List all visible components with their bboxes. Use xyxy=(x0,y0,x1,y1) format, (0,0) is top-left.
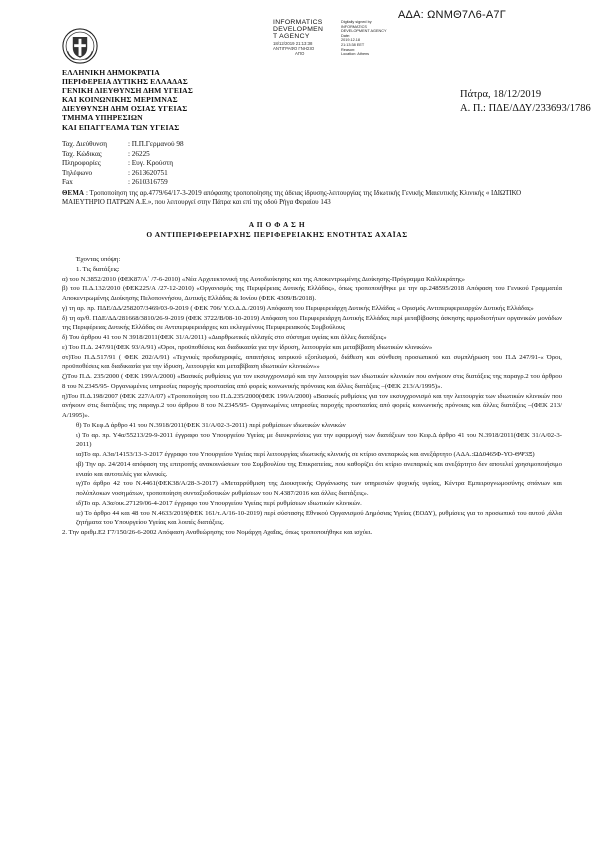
contact-row xyxy=(62,150,184,160)
place-date: Πάτρα, 18/12/2019 xyxy=(460,89,542,100)
stamp-detail-line: Reason: xyxy=(341,47,356,52)
subject-text: : Τροποποίηση της αρ.4779/64/17-3-2019 απόφασης τροποποίησης της άδειας ίδρυσης-λειτουργίας της Ιδιωτικής Γενικής Μαιευτικής Κλινικής « ΙΔΙΩΤΙΚΟ ΜΑΙΕΥΤΗΡΙΟ ΠΑΤΡΩΝ Α.Ε.», που λειτουργεί στην Πάτρα και επί της οδού Ρήγα Φεραίου 143 xyxy=(62,190,522,207)
body-paragraph: δ) τη αρ/θ. ΠΔΕ/ΔΔ/281668/3810/26-9-2019 (ΦΕΚ 3722/Β/08-10-2019) Απόφαση του Περιφερειάρχη Δυτικής Ελλάδας περί μεταβίβασης άσκησης αρμοδιοτήτων οργανικών μονάδων της Περιφέρειας Δυτικής Ελλάδας σε Αντιπεριφερειάρχες και εκλεγμένους Περιφερειακούς Συμβούλους xyxy=(62,314,562,332)
stamp-detail-line: Digitally signed by xyxy=(341,20,372,24)
greek-coat-of-arms-logo xyxy=(62,28,98,64)
contact-value: : 2610316759 xyxy=(128,178,168,187)
contact-key: Fax xyxy=(62,178,73,187)
body-paragraph: ι) Το αρ. πρ. Υ4α/55213/29-9-2011 έγγραφο του Υπουργείου Υγείας με διευκρινίσεις για την εφαρμογή των διατάξεων του Κεφ.Δ άρθρο 41 του Ν.3918/2011(ΦΕΚ 31/Α/02-3-2011) xyxy=(76,431,562,449)
ada-code: ΑΔΑ: ΩΝΜΘ7Λ6-Α7Γ xyxy=(398,9,506,21)
stamp-small-line: ΑΠΟ xyxy=(295,51,305,57)
contact-row xyxy=(62,159,184,169)
body-paragraph: 1. Τις διατάξεις: xyxy=(76,265,120,273)
body-paragraph: γ) τη αρ. πρ. ΠΔΕ/ΔΔ/258207/3469/03-9-2019 ( ΦΕΚ 706/ Υ.Ο.Δ.Δ./2019) Απόφαση του Περιφερειάρχη Δυτικής Ελλάδας « Ορισμός Αντιπεριφερειαρχών Δυτικής Ελλάδας» xyxy=(62,304,534,312)
body-paragraph: 2. Την αριθμ.Ε2 Γ7/150/26-6-2002 Απόφαση Αναθεώρησης του Νομάρχη Αχαΐας, όπως τροποποιήθηκε και ισχύει. xyxy=(62,529,373,536)
body-paragraph: ζ)Του Π.Δ. 235/2000 ( ΦΕΚ 199/Α/2000) «Βασικές ρυθμίσεις για τον εκσυγχρονισμό και την λειτουργία των ιδιωτικών κλινικών που ανήκουν στις διατάξεις της παραγρ.2 του άρθρου 8 του Ν.2345/95- Οργανωμένες υπηρεσίες παροχής προστασίας από φορείς κοινωνικής πρόνοιας και άλλες διατάξεις –(ΦΕΚ 213/Α/1995)». xyxy=(62,373,562,390)
org-line: ΚΑΙ ΚΟΙΝΩΝΙΚΗΣ ΜΕΡΙΜΝΑΣ xyxy=(62,95,178,105)
subject-line xyxy=(62,189,562,208)
stamp-brand-line: INFORMATICS xyxy=(273,19,323,26)
body-paragraph: ιε) Το άρθρο 44 και 48 του Ν.4633/2019(ΦΕΚ 161/τ.Α/16-10-2019) περί σύστασης Εθνικού Οργανισμού Δημόσιας Υγείας (ΕΟΔΥ), ρυθμίσεις για το προσωπικό του αυτού ,άλλα ζητήματα του Υπουργείου Υγείας και λοιπές διατάξεις. xyxy=(76,509,562,527)
body-paragraph: β) του Π.Δ.132/2010 (ΦΕΚ225/Α /27-12-2010) «Οργανισμός της Περιφέρειας Δυτικής Ελλάδας», όπως τροποποιήθηκε με την αρ.248595/2018 Απόφαση του Γενικού Γραμματέα Αποκεντρωμένης Διοίκησης Πελοποννήσου, Δυτικής Ελλάδας & Ιονίου (ΦΕΚ 4309/Β/2018). xyxy=(62,285,562,302)
contact-row xyxy=(62,140,184,150)
org-line: ΕΛΛΗΝΙΚΗ ΔΗΜΟΚΡΑΤΙΑ xyxy=(62,68,160,77)
stamp-brand-line: T AGENCY xyxy=(273,33,310,41)
body-paragraph: θ) Το Κεφ.Δ άρθρο 41 του Ν.3918/2011(ΦΕΚ 31/Α/02-3-2011) περί ρυθμίσεων ιδιωτικών κλινικών xyxy=(76,421,346,429)
issuing-authority-header xyxy=(62,68,193,132)
stamp-detail-line: INFORMATICS xyxy=(341,24,367,29)
org-line: ΚΑΙ ΕΠΑΓΓΕΛΜΑ ΤΩΝ ΥΓΕΙΑΣ xyxy=(62,122,180,132)
org-line: ΔΙΕΥΘΥΝΣΗ ΔΗΜ ΟΣΙΑΣ ΥΓΕΙΑΣ xyxy=(62,104,188,114)
contact-row xyxy=(62,169,184,179)
body-paragraph: ια)Το αρ. Α3α/14153/13-3-2017 έγγραφο του Υπουργείου Υγείας περί λειτουργίας ιδιωτικής κλινικής σε κτίριο ανεπαρκώς και ανεξάρτητο (ΑΔΑ.:ΩΔ0465Φ-ΥΟ-ΘΨ3Ξ) xyxy=(76,451,535,458)
digital-signature-stamp xyxy=(273,19,413,67)
contact-value: : 26225 xyxy=(128,149,150,158)
body-paragraph: Έχοντας υπόψη: xyxy=(76,256,121,263)
contact-key: Ταχ. Κώδικας xyxy=(62,149,102,158)
stamp-detail-line: DEVELOPMENT AGENCY xyxy=(341,29,387,34)
stamp-detail-line: 2019.12.18 xyxy=(341,38,361,43)
stamp-detail-line: Date: xyxy=(341,33,351,38)
contact-key: Ταχ. Διεύθυνση xyxy=(62,140,108,148)
org-line: ΓΕΝΙΚΗ ΔΙΕΥΘΥΝΣΗ ΔΗΜ ΥΓΕΙΑΣ xyxy=(62,86,193,96)
contact-value: : Π.Π.Γερμανού 98 xyxy=(128,140,184,148)
contact-details xyxy=(62,140,184,188)
body-paragraph: α) του Ν.3852/2010 (ΦΕΚ87/Α΄ /7-6-2010) «Νέα Αρχιτεκτονική της Αυτοδιοίκησης και της Αποκεντρωμένης Διοίκησης-Πρόγραμμα Καλλικράτης» xyxy=(62,275,466,283)
body-paragraph: δ) Του άρθρου 41 του Ν 3918/2011(ΦΕΚ 31/Α/2011) «Διαρθρωτικές αλλαγές στο σύστημα υγείας και άλλες διατάξεις» xyxy=(62,334,387,341)
stamp-small-line: 18/12/2019 21:13:38 xyxy=(273,40,313,46)
stamp-signature-details xyxy=(341,20,387,57)
stamp-small-line: ΑΝΤΙΓΡΑΦΟ ΓΝΗΣΙΟ xyxy=(273,45,315,51)
contact-value: : 2613620751 xyxy=(128,168,168,177)
stamp-detail-line: Location: Athens xyxy=(341,52,370,57)
protocol-number: Α. Π.: ΠΔΕ/ΔΔΥ/233693/1786 xyxy=(460,103,591,114)
contact-key: Πληροφορίες xyxy=(62,159,101,168)
body-paragraph: ε) Του Π.Δ. 247/91(ΦΕΚ 93/Α/91) «Όροι, προϋποθέσεις και διαδικασία για την ίδρυση, λειτουργία και μεταβίβαση ιδιωτικών κλινικών» xyxy=(62,343,433,351)
body-paragraph: ιβ) Την αρ. 24/2014 απόφαση της επιτροπής ανακοινώσεων του Συμβουλίου της Επικρατείας, που καθορίζει ότι κτίριο ανεπαρκές και ανεξάρτητο δεν αποτελεί χρησιμοποιήσιμο ενιαίο και αυτοτελές για κλινικές. xyxy=(76,460,562,478)
stamp-brand-line: DEVELOPMEN xyxy=(273,26,324,34)
body-paragraph: η)Του Π.Δ.198/2007 (ΦΕΚ 227/Α/07) «Τροποποίηση του Π.Δ.235/2000(ΦΕΚ 199/Α/2000) «Βασικές ρυθμίσεις για τον εκσυγχρονισμό και την λειτουργία των ιδιωτικών κλινικών που ανήκουν στις διατάξεις της παραγρ.2 του άρθρου 8 του Ν.2345/95- Οργανωμένες υπηρεσίες παροχής προστασίας από φορείς κοινωνικής πρόνοιας και άλλες διατάξεις –(ΦΕΚ 213/Α/1995)». xyxy=(62,392,562,419)
decision-subtitle: Ο ΑΝΤΙΠΕΡΙΦΕΡΕΙΑΡΧΗΣ ΠΕΡΙΦΕΡΕΙΑΚΗΣ ΕΝΟΤΗΤΑΣ ΑΧΑΪΑΣ xyxy=(146,230,408,239)
contact-row xyxy=(62,178,184,188)
contact-value: : Ευγ. Κρούστη xyxy=(128,159,173,168)
org-line: ΤΜΗΜΑ ΥΠΗΡΕΣΙΩΝ xyxy=(62,113,143,123)
decision-title: Α Π Ο Φ Α Σ Η xyxy=(248,220,306,229)
document-body xyxy=(62,255,562,538)
org-line: ΠΕΡΙΦΕΡΕΙΑ ΔΥΤΙΚΗΣ ΕΛΛΑΔΑΣ xyxy=(62,77,188,87)
date-protocol-block xyxy=(460,88,591,116)
body-paragraph: ιγ)Το άρθρο 42 του Ν.4461(ΦΕΚ38/Α/28-3-2017) «Μεταρρύθμιση της Διοικητικής Οργάνωσης των υπηρεσιών ψυχικής υγείας, Κέντρα Εμπειρογνωμοσύνης σπάνιων και πολύπλοκων νοσημάτων, τροποποίηση συνταξιοδοτικών ρυθμίσεων του Ν.4387/2016 και άλλες διατάξεις». xyxy=(76,480,562,497)
decision-heading xyxy=(62,220,492,240)
subject-label: ΘΕΜΑ xyxy=(62,190,85,197)
body-paragraph: ιδ)Το αρ. Α3α/οικ.27129/06-4-2017 έγγραφο του Υπουργείου Υγείας περί ρυθμίσεων ιδιωτικών κλινικών. xyxy=(76,499,362,507)
contact-key: Τηλέφωνο xyxy=(62,168,93,177)
body-paragraph: στ)Του Π.Δ.517/91 ( ΦΕΚ 202/Α/91) «Τεχνικές προδιαγραφές, απαιτήσεις ιατρικού εξοπλισμού, διάθεση και σύνθεση προσωπικού και συμπλήρωση του Π.Δ 247/91-« Όροι, προϋποθέσεις και διαδικασία για την ίδρυση, λειτουργία και μεταβίβαση ιδιωτικών κλινικών»» xyxy=(62,353,562,371)
stamp-detail-line: 21:13:38 EET xyxy=(341,42,365,47)
